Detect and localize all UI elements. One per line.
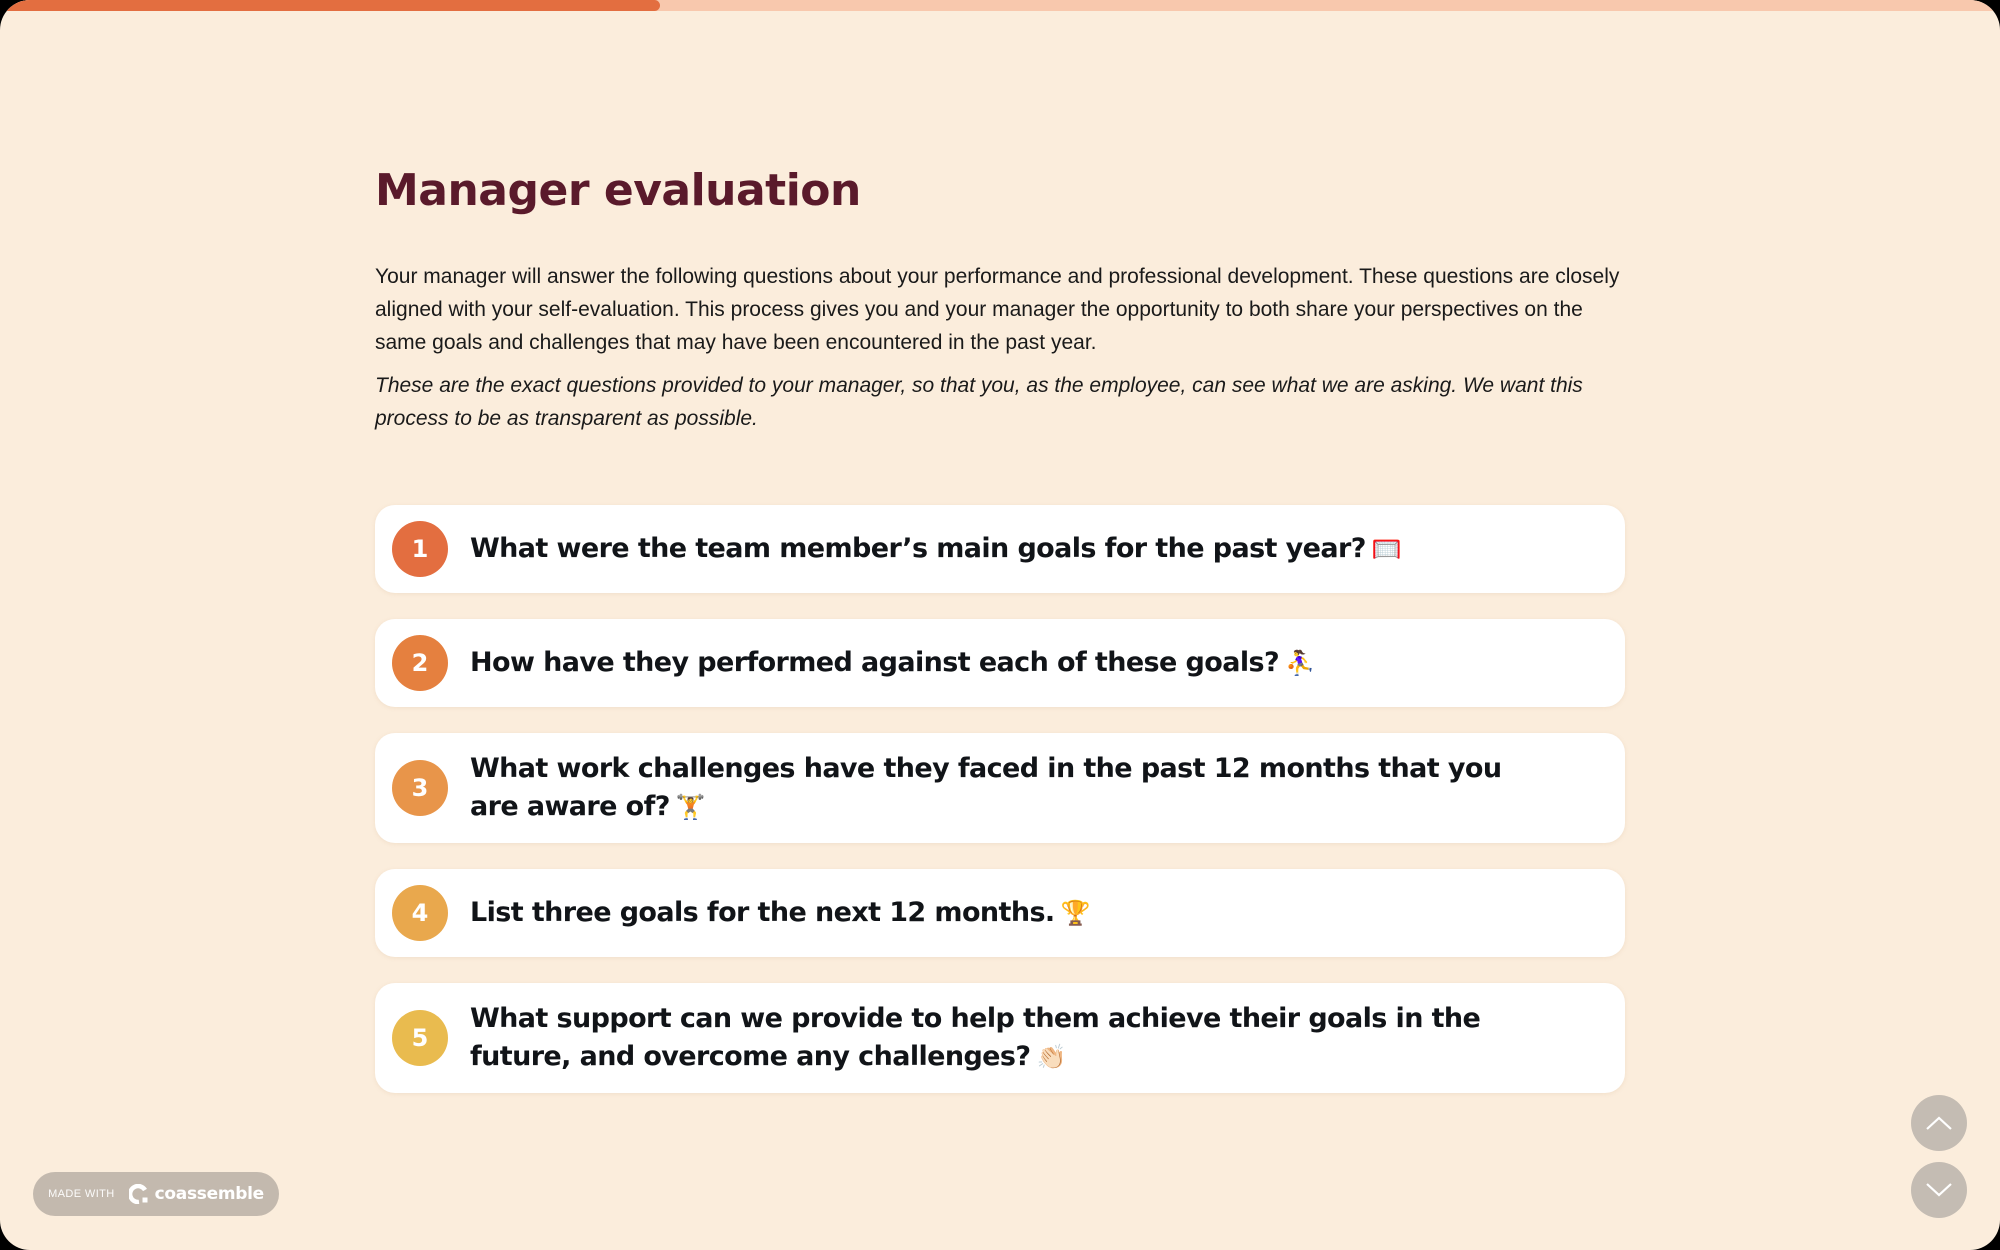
question-text: What support can we provide to help them achieve their goals in the future, and overcome any challenges? 👏🏻	[470, 1003, 1481, 1072]
question-card	[375, 619, 1625, 707]
chevron-up-icon	[1925, 1115, 1953, 1131]
made-with-coassemble-badge[interactable]	[33, 1172, 279, 1216]
question-number-badge: 4	[392, 885, 448, 941]
question-text: What work challenges have they faced in the past 12 months that you are aware of? 🏋️	[470, 753, 1502, 822]
question-card	[375, 505, 1625, 593]
clapping-hands-icon: 👏🏻	[1036, 1043, 1066, 1071]
made-with-label: MADE WITH	[48, 1188, 115, 1200]
question-number-badge: 3	[392, 760, 448, 816]
question-text: How have they performed against each of these goals? ⛹️‍♀️	[470, 647, 1315, 678]
question-card	[375, 733, 1625, 843]
question-list	[375, 505, 1625, 1093]
brand-name: coassemble	[154, 1184, 264, 1204]
lesson-content	[375, 160, 1625, 1119]
goal-net-icon: 🥅	[1371, 535, 1402, 563]
page-title: Manager evaluation	[375, 165, 861, 216]
progress-fill	[0, 0, 660, 11]
scroll-down-button[interactable]	[1911, 1162, 1967, 1218]
question-number-badge: 5	[392, 1010, 448, 1066]
weight-lifter-icon: 🏋️	[675, 793, 706, 821]
trophy-icon: 🏆	[1060, 899, 1090, 927]
progress-bar	[0, 0, 2000, 11]
question-card	[375, 983, 1625, 1093]
question-text: List three goals for the next 12 months. 🏆	[470, 897, 1090, 928]
question-card	[375, 869, 1625, 957]
question-text: What were the team member’s main goals for the past year? 🥅	[470, 533, 1402, 564]
transparency-note: These are the exact questions provided to your manager, so that you, as the employee, can see what we are asking. We want this process to be as transparent as possible.	[375, 374, 1583, 430]
chevron-down-icon	[1925, 1182, 1953, 1198]
question-number-badge: 1	[392, 521, 448, 577]
scroll-up-button[interactable]	[1911, 1095, 1967, 1151]
coassemble-logo-icon	[129, 1184, 149, 1204]
intro-paragraph: Your manager will answer the following questions about your performance and professional development. These questions are closely aligned with your self-evaluation. This process gives you and your manager the opportunity to both share your perspectives on the same goals and challenges that may have been encountered in the past year.	[375, 265, 1620, 354]
basketball-player-icon: ⛹️‍♀️	[1285, 649, 1315, 677]
question-number-badge: 2	[392, 635, 448, 691]
